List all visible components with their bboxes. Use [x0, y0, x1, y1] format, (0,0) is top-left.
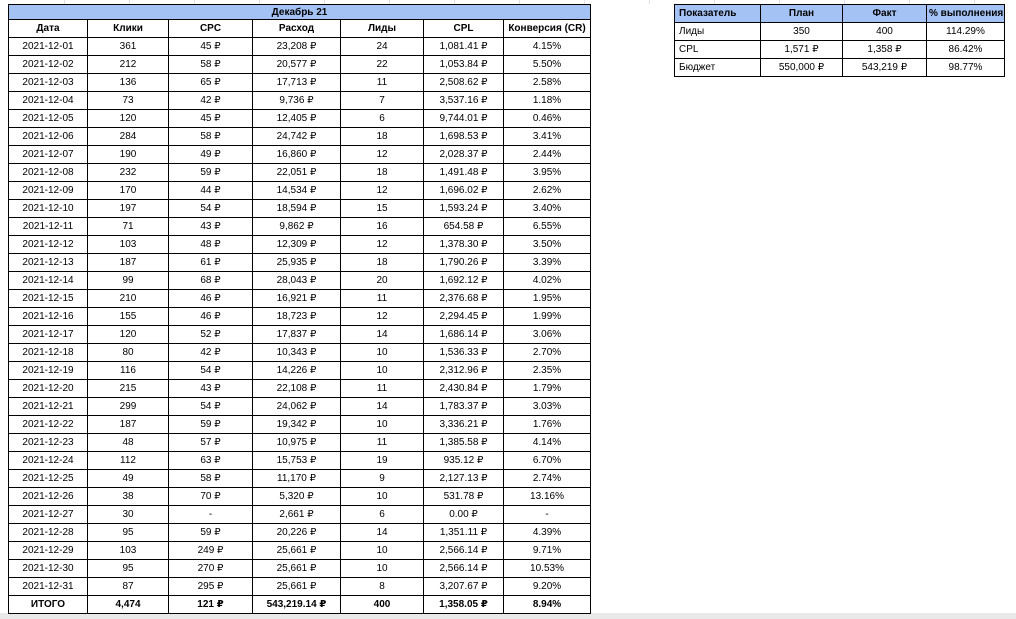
daily-cell[interactable]: 197 [88, 200, 169, 218]
daily-cell[interactable]: 4.15% [504, 38, 591, 56]
daily-cell[interactable]: 58 ₽ [169, 56, 253, 74]
daily-cell[interactable]: 14,534 ₽ [253, 182, 341, 200]
kpi-header-metric[interactable]: Показатель [675, 5, 761, 23]
daily-cell[interactable]: 14 [341, 398, 424, 416]
daily-cell[interactable]: 25,661 ₽ [253, 560, 341, 578]
daily-cell[interactable]: 295 ₽ [169, 578, 253, 596]
daily-cell[interactable]: 95 [88, 560, 169, 578]
daily-cell[interactable]: 155 [88, 308, 169, 326]
daily-cell[interactable]: 2,376.68 ₽ [424, 290, 504, 308]
daily-cell[interactable]: 2021-12-21 [9, 398, 88, 416]
daily-cell[interactable]: 1.79% [504, 380, 591, 398]
daily-cell[interactable]: 54 ₽ [169, 200, 253, 218]
daily-cell[interactable]: 1,783.37 ₽ [424, 398, 504, 416]
daily-cell[interactable]: 71 [88, 218, 169, 236]
kpi-cell[interactable]: 86.42% [927, 41, 1005, 59]
daily-cell[interactable]: 2,028.37 ₽ [424, 146, 504, 164]
table-row [9, 488, 591, 506]
daily-cell[interactable]: 531.78 ₽ [424, 488, 504, 506]
daily-cell[interactable]: 46 ₽ [169, 290, 253, 308]
daily-cell[interactable]: 80 [88, 344, 169, 362]
daily-cell[interactable]: - [504, 506, 591, 524]
total-cpl[interactable]: 1,358.05 ₽ [424, 596, 504, 614]
daily-cell[interactable]: 2,312.96 ₽ [424, 362, 504, 380]
daily-cell[interactable]: 22 [341, 56, 424, 74]
daily-cell[interactable]: 12,309 ₽ [253, 236, 341, 254]
daily-cell[interactable]: 10 [341, 488, 424, 506]
december-daily-table-foot [9, 596, 591, 614]
daily-cell[interactable]: 249 ₽ [169, 542, 253, 560]
daily-cell[interactable]: 2021-12-18 [9, 344, 88, 362]
daily-cell[interactable]: 18 [341, 164, 424, 182]
daily-cell[interactable]: 48 ₽ [169, 236, 253, 254]
daily-cell[interactable]: 59 ₽ [169, 164, 253, 182]
table-row [9, 290, 591, 308]
daily-cell[interactable]: 18 [341, 254, 424, 272]
daily-cell[interactable]: 2021-12-17 [9, 326, 88, 344]
daily-cell[interactable]: 2021-12-20 [9, 380, 88, 398]
daily-cell[interactable]: 2021-12-13 [9, 254, 88, 272]
table-row [675, 41, 1005, 59]
daily-cell[interactable]: 9.20% [504, 578, 591, 596]
daily-cell[interactable]: 2021-12-23 [9, 434, 88, 452]
table-row [9, 470, 591, 488]
daily-cell[interactable]: 2021-12-08 [9, 164, 88, 182]
daily-cell[interactable]: 1,351.11 ₽ [424, 524, 504, 542]
daily-cell[interactable]: 25,661 ₽ [253, 578, 341, 596]
daily-cell[interactable]: 45 ₽ [169, 110, 253, 128]
daily-cell[interactable]: 87 [88, 578, 169, 596]
daily-cell[interactable]: 28,043 ₽ [253, 272, 341, 290]
daily-cell[interactable]: 3.50% [504, 236, 591, 254]
daily-cell[interactable]: 2021-12-03 [9, 74, 88, 92]
december-daily-table-head [9, 5, 591, 38]
daily-cell[interactable]: 0.46% [504, 110, 591, 128]
daily-cell[interactable]: 46 ₽ [169, 308, 253, 326]
daily-cell[interactable]: 2.70% [504, 344, 591, 362]
daily-cell[interactable]: 12 [341, 236, 424, 254]
daily-cell[interactable]: 16,921 ₽ [253, 290, 341, 308]
total-label[interactable]: ИТОГО [9, 596, 88, 614]
table-row [9, 362, 591, 380]
daily-cell[interactable]: 2.58% [504, 74, 591, 92]
daily-cell[interactable]: 2021-12-27 [9, 506, 88, 524]
daily-cell[interactable]: 1,491.48 ₽ [424, 164, 504, 182]
daily-cell[interactable]: 42 ₽ [169, 92, 253, 110]
daily-cell[interactable]: 49 ₽ [169, 146, 253, 164]
daily-cell[interactable]: 44 ₽ [169, 182, 253, 200]
daily-cell[interactable]: 16 [341, 218, 424, 236]
total-row [9, 596, 591, 614]
kpi-cell[interactable]: 114.29% [927, 23, 1005, 41]
daily-cell[interactable]: 61 ₽ [169, 254, 253, 272]
daily-cell[interactable]: 1,385.58 ₽ [424, 434, 504, 452]
daily-cell[interactable]: 5.50% [504, 56, 591, 74]
daily-cell[interactable]: 10 [341, 542, 424, 560]
table-row [9, 218, 591, 236]
daily-cell[interactable]: 6.70% [504, 452, 591, 470]
daily-cell[interactable]: 57 ₽ [169, 434, 253, 452]
daily-cell[interactable]: 2021-12-29 [9, 542, 88, 560]
daily-cell[interactable]: 10 [341, 560, 424, 578]
daily-cell[interactable]: 20,226 ₽ [253, 524, 341, 542]
daily-cell[interactable]: 4.39% [504, 524, 591, 542]
daily-cell[interactable]: 15,753 ₽ [253, 452, 341, 470]
total-cpc[interactable]: 121 ₽ [169, 596, 253, 614]
daily-cell[interactable]: 3,537.16 ₽ [424, 92, 504, 110]
daily-cell[interactable]: 2021-12-02 [9, 56, 88, 74]
daily-cell[interactable]: 10,975 ₽ [253, 434, 341, 452]
daily-cell[interactable]: 2021-12-10 [9, 200, 88, 218]
column-header-row [9, 20, 591, 38]
daily-cell[interactable]: 2,566.14 ₽ [424, 542, 504, 560]
daily-cell[interactable]: 3.39% [504, 254, 591, 272]
daily-cell[interactable]: 2.44% [504, 146, 591, 164]
daily-cell[interactable]: 187 [88, 254, 169, 272]
table-title-row [9, 5, 591, 20]
daily-cell[interactable]: 20,577 ₽ [253, 56, 341, 74]
kpi-cell[interactable]: CPL [675, 41, 761, 59]
daily-cell[interactable]: 24 [341, 38, 424, 56]
daily-cell[interactable]: 136 [88, 74, 169, 92]
daily-cell[interactable]: 2021-12-07 [9, 146, 88, 164]
daily-cell[interactable]: 2021-12-09 [9, 182, 88, 200]
daily-cell[interactable]: 112 [88, 452, 169, 470]
daily-cell[interactable]: 120 [88, 326, 169, 344]
daily-cell[interactable]: 25,661 ₽ [253, 542, 341, 560]
daily-cell[interactable]: 212 [88, 56, 169, 74]
table-row [9, 164, 591, 182]
daily-cell[interactable]: 170 [88, 182, 169, 200]
daily-cell[interactable]: 18,594 ₽ [253, 200, 341, 218]
daily-cell[interactable]: 11 [341, 74, 424, 92]
total-cr[interactable]: 8.94% [504, 596, 591, 614]
daily-cell[interactable]: 5,320 ₽ [253, 488, 341, 506]
kpi-summary-table-head [675, 5, 1005, 23]
daily-cell[interactable]: 4.14% [504, 434, 591, 452]
daily-cell[interactable]: 2021-12-16 [9, 308, 88, 326]
total-leads[interactable]: 400 [341, 596, 424, 614]
daily-cell[interactable]: 2.35% [504, 362, 591, 380]
daily-cell[interactable]: 17,713 ₽ [253, 74, 341, 92]
daily-cell[interactable]: 10,343 ₽ [253, 344, 341, 362]
daily-cell[interactable]: 30 [88, 506, 169, 524]
daily-cell[interactable]: 18 [341, 128, 424, 146]
daily-cell[interactable]: 2021-12-26 [9, 488, 88, 506]
kpi-cell[interactable]: 550,000 ₽ [761, 59, 843, 77]
daily-cell[interactable]: 1,536.33 ₽ [424, 344, 504, 362]
daily-cell[interactable]: 43 ₽ [169, 218, 253, 236]
daily-cell[interactable]: 4.02% [504, 272, 591, 290]
daily-cell[interactable]: 10.53% [504, 560, 591, 578]
kpi-cell[interactable]: 350 [761, 23, 843, 41]
daily-cell[interactable]: 52 ₽ [169, 326, 253, 344]
daily-cell[interactable]: 120 [88, 110, 169, 128]
daily-cell[interactable]: 20 [341, 272, 424, 290]
daily-cell[interactable]: 2,661 ₽ [253, 506, 341, 524]
table-title[interactable]: Декабрь 21 [9, 5, 591, 20]
daily-cell[interactable]: 9 [341, 470, 424, 488]
daily-cell[interactable]: 11,170 ₽ [253, 470, 341, 488]
daily-cell[interactable]: 2,566.14 ₽ [424, 560, 504, 578]
daily-cell[interactable]: 2021-12-15 [9, 290, 88, 308]
daily-cell[interactable]: 935.12 ₽ [424, 452, 504, 470]
daily-cell[interactable]: 2021-12-24 [9, 452, 88, 470]
daily-cell[interactable]: 16,860 ₽ [253, 146, 341, 164]
daily-cell[interactable]: 9.71% [504, 542, 591, 560]
daily-cell[interactable]: 215 [88, 380, 169, 398]
daily-cell[interactable]: 3.03% [504, 398, 591, 416]
table-row [9, 416, 591, 434]
daily-cell[interactable]: 10 [341, 362, 424, 380]
daily-cell[interactable]: 187 [88, 416, 169, 434]
col-header-cr[interactable]: Конверсия (CR) [504, 20, 591, 38]
daily-cell[interactable]: 22,108 ₽ [253, 380, 341, 398]
daily-cell[interactable]: 45 ₽ [169, 38, 253, 56]
daily-cell[interactable]: 3.41% [504, 128, 591, 146]
table-row [9, 128, 591, 146]
daily-cell[interactable]: 9,744.01 ₽ [424, 110, 504, 128]
daily-cell[interactable]: 1,698.53 ₽ [424, 128, 504, 146]
kpi-cell[interactable]: 98.77% [927, 59, 1005, 77]
daily-cell[interactable]: 25,935 ₽ [253, 254, 341, 272]
daily-cell[interactable]: 232 [88, 164, 169, 182]
table-row [9, 344, 591, 362]
daily-cell[interactable]: 654.58 ₽ [424, 218, 504, 236]
daily-cell[interactable]: 2021-12-04 [9, 92, 88, 110]
daily-cell[interactable]: 2021-12-22 [9, 416, 88, 434]
kpi-summary-table-body [675, 23, 1005, 77]
daily-cell[interactable]: 1,696.02 ₽ [424, 182, 504, 200]
daily-cell[interactable]: 54 ₽ [169, 398, 253, 416]
daily-cell[interactable]: 1,053.84 ₽ [424, 56, 504, 74]
daily-cell[interactable]: 190 [88, 146, 169, 164]
daily-cell[interactable]: 270 ₽ [169, 560, 253, 578]
daily-cell[interactable]: 49 [88, 470, 169, 488]
table-row [9, 434, 591, 452]
daily-cell[interactable]: 63 ₽ [169, 452, 253, 470]
daily-cell[interactable]: 12 [341, 308, 424, 326]
daily-cell[interactable]: 10 [341, 344, 424, 362]
daily-cell[interactable]: 11 [341, 290, 424, 308]
kpi-summary-table [674, 4, 1005, 77]
daily-cell[interactable]: 3,336.21 ₽ [424, 416, 504, 434]
total-spend[interactable]: 543,219.14 ₽ [253, 596, 341, 614]
daily-cell[interactable]: 59 ₽ [169, 416, 253, 434]
kpi-header-fact[interactable]: Факт [843, 5, 927, 23]
kpi-cell[interactable]: 1,358 ₽ [843, 41, 927, 59]
daily-cell[interactable]: 24,062 ₽ [253, 398, 341, 416]
table-row [9, 308, 591, 326]
daily-cell[interactable]: 11 [341, 434, 424, 452]
daily-cell[interactable]: 1.95% [504, 290, 591, 308]
table-row [9, 92, 591, 110]
daily-cell[interactable]: 2021-12-14 [9, 272, 88, 290]
table-row [675, 23, 1005, 41]
table-row [9, 74, 591, 92]
col-header-spend[interactable]: Расход [253, 20, 341, 38]
daily-cell[interactable]: 24,742 ₽ [253, 128, 341, 146]
table-row [9, 38, 591, 56]
daily-cell[interactable]: 103 [88, 542, 169, 560]
kpi-header-plan[interactable]: План [761, 5, 843, 23]
daily-cell[interactable]: 59 ₽ [169, 524, 253, 542]
december-daily-table-body [9, 38, 591, 596]
daily-cell[interactable]: 2021-12-11 [9, 218, 88, 236]
total-clicks[interactable]: 4,474 [88, 596, 169, 614]
table-row [9, 146, 591, 164]
col-header-leads[interactable]: Лиды [341, 20, 424, 38]
daily-cell[interactable]: 70 ₽ [169, 488, 253, 506]
daily-cell[interactable]: 10 [341, 416, 424, 434]
daily-cell[interactable]: 99 [88, 272, 169, 290]
daily-cell[interactable]: 361 [88, 38, 169, 56]
table-row [9, 560, 591, 578]
kpi-header-completion[interactable]: % выполнения [927, 5, 1005, 23]
table-row [9, 236, 591, 254]
daily-cell[interactable]: 1.18% [504, 92, 591, 110]
daily-cell[interactable]: 7 [341, 92, 424, 110]
daily-cell[interactable]: 68 ₽ [169, 272, 253, 290]
daily-cell[interactable]: 1,081.41 ₽ [424, 38, 504, 56]
daily-cell[interactable]: 2.74% [504, 470, 591, 488]
daily-cell[interactable]: 3,207.67 ₽ [424, 578, 504, 596]
col-header-clicks[interactable]: Клики [88, 20, 169, 38]
daily-cell[interactable]: 2,430.84 ₽ [424, 380, 504, 398]
december-daily-table [8, 4, 591, 614]
table-row [9, 398, 591, 416]
daily-cell[interactable]: 65 ₽ [169, 74, 253, 92]
daily-cell[interactable]: 18,723 ₽ [253, 308, 341, 326]
daily-cell[interactable]: 1.76% [504, 416, 591, 434]
daily-cell[interactable]: 15 [341, 200, 424, 218]
daily-cell[interactable]: 3.95% [504, 164, 591, 182]
daily-cell[interactable]: 2,508.62 ₽ [424, 74, 504, 92]
daily-cell[interactable]: 2021-12-12 [9, 236, 88, 254]
daily-cell[interactable]: - [169, 506, 253, 524]
table-row [9, 254, 591, 272]
daily-cell[interactable]: 3.06% [504, 326, 591, 344]
daily-cell[interactable]: 2021-12-28 [9, 524, 88, 542]
daily-cell[interactable]: 14 [341, 326, 424, 344]
kpi-cell[interactable]: 400 [843, 23, 927, 41]
daily-cell[interactable]: 95 [88, 524, 169, 542]
daily-cell[interactable]: 12 [341, 146, 424, 164]
daily-cell[interactable]: 43 ₽ [169, 380, 253, 398]
daily-cell[interactable]: 2021-12-01 [9, 38, 88, 56]
daily-cell[interactable]: 2021-12-30 [9, 560, 88, 578]
kpi-cell[interactable]: 543,219 ₽ [843, 59, 927, 77]
daily-cell[interactable]: 13.16% [504, 488, 591, 506]
kpi-header-row [675, 5, 1005, 23]
daily-cell[interactable]: 73 [88, 92, 169, 110]
kpi-cell[interactable]: Лиды [675, 23, 761, 41]
daily-cell[interactable]: 48 [88, 434, 169, 452]
daily-cell[interactable]: 3.40% [504, 200, 591, 218]
col-header-cpl[interactable]: CPL [424, 20, 504, 38]
daily-cell[interactable]: 1,692.12 ₽ [424, 272, 504, 290]
table-row [9, 506, 591, 524]
daily-cell[interactable]: 11 [341, 380, 424, 398]
daily-cell[interactable]: 1,378.30 ₽ [424, 236, 504, 254]
daily-cell[interactable]: 19 [341, 452, 424, 470]
daily-cell[interactable]: 19,342 ₽ [253, 416, 341, 434]
daily-cell[interactable]: 9,736 ₽ [253, 92, 341, 110]
daily-cell[interactable]: 2021-12-31 [9, 578, 88, 596]
table-row [9, 182, 591, 200]
daily-cell[interactable]: 2,294.45 ₽ [424, 308, 504, 326]
table-row [9, 524, 591, 542]
col-header-cpc[interactable]: CPC [169, 20, 253, 38]
daily-cell[interactable]: 12,405 ₽ [253, 110, 341, 128]
table-row [9, 110, 591, 128]
daily-cell[interactable]: 6 [341, 506, 424, 524]
daily-cell[interactable]: 1,790.26 ₽ [424, 254, 504, 272]
daily-cell[interactable]: 2,127.13 ₽ [424, 470, 504, 488]
table-row [9, 380, 591, 398]
daily-cell[interactable]: 14,226 ₽ [253, 362, 341, 380]
daily-cell[interactable]: 2021-12-06 [9, 128, 88, 146]
daily-cell[interactable]: 1.99% [504, 308, 591, 326]
daily-cell[interactable]: 2021-12-25 [9, 470, 88, 488]
kpi-cell[interactable]: 1,571 ₽ [761, 41, 843, 59]
daily-cell[interactable]: 2021-12-05 [9, 110, 88, 128]
table-row [9, 56, 591, 74]
daily-cell[interactable]: 58 ₽ [169, 470, 253, 488]
table-row [9, 452, 591, 470]
col-header-date[interactable]: Дата [9, 20, 88, 38]
daily-cell[interactable]: 54 ₽ [169, 362, 253, 380]
daily-cell[interactable]: 6 [341, 110, 424, 128]
daily-cell[interactable]: 23,208 ₽ [253, 38, 341, 56]
daily-cell[interactable]: 2021-12-19 [9, 362, 88, 380]
table-row [9, 326, 591, 344]
daily-cell[interactable]: 210 [88, 290, 169, 308]
daily-cell[interactable]: 17,837 ₽ [253, 326, 341, 344]
daily-cell[interactable]: 0.00 ₽ [424, 506, 504, 524]
daily-cell[interactable]: 2.62% [504, 182, 591, 200]
daily-cell[interactable]: 103 [88, 236, 169, 254]
daily-cell[interactable]: 284 [88, 128, 169, 146]
daily-cell[interactable]: 12 [341, 182, 424, 200]
daily-cell[interactable]: 6.55% [504, 218, 591, 236]
table-row [675, 59, 1005, 77]
daily-cell[interactable]: 22,051 ₽ [253, 164, 341, 182]
daily-cell[interactable]: 1,686.14 ₽ [424, 326, 504, 344]
table-row [9, 272, 591, 290]
daily-cell[interactable]: 58 ₽ [169, 128, 253, 146]
daily-cell[interactable]: 1,593.24 ₽ [424, 200, 504, 218]
daily-cell[interactable]: 299 [88, 398, 169, 416]
table-row [9, 200, 591, 218]
table-row [9, 542, 591, 560]
daily-cell[interactable]: 8 [341, 578, 424, 596]
daily-cell[interactable]: 9,862 ₽ [253, 218, 341, 236]
daily-cell[interactable]: 42 ₽ [169, 344, 253, 362]
table-row [9, 578, 591, 596]
daily-cell[interactable]: 38 [88, 488, 169, 506]
daily-cell[interactable]: 14 [341, 524, 424, 542]
kpi-cell[interactable]: Бюджет [675, 59, 761, 77]
daily-cell[interactable]: 116 [88, 362, 169, 380]
